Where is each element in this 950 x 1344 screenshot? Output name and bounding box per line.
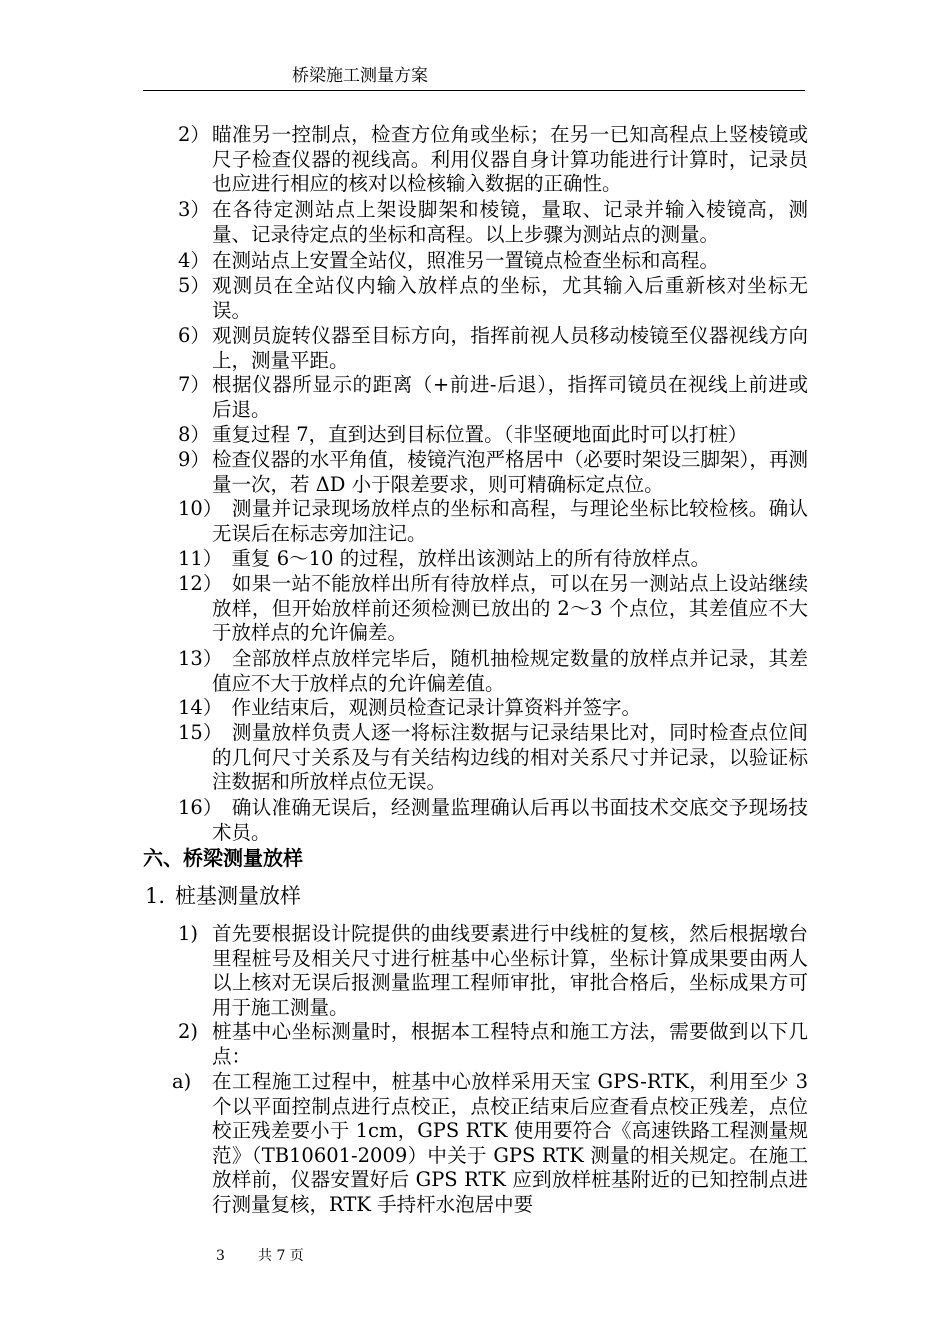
list-item-text: 观测员旋转仪器至目标方向，指挥前视人员移动棱镜至仪器视线方向上，测量平距。 — [212, 324, 808, 372]
list-item-number: 1) — [178, 922, 199, 945]
list-item-text: 重复 6～10 的过程，放样出该测站上的所有待放样点。 — [212, 547, 711, 570]
page-total: 共 7 页 — [258, 1248, 304, 1264]
list-item-number: 2） — [178, 123, 210, 146]
list-item-number: 5） — [178, 274, 210, 297]
list-item-number: 14） — [178, 696, 223, 719]
header-divider — [143, 90, 805, 91]
subsection-heading — [145, 883, 301, 909]
list-item-text: 根据仪器所显示的距离（+前进-后退），指挥司镜员在视线上前进或后退。 — [212, 373, 808, 421]
list-item-number: 12） — [178, 572, 223, 595]
list-item-text: 在各待定测站点上架设脚架和棱镜，量取、记录并输入棱镜高，测量、记录待定点的坐标和高程。以上步骤为测站点的测量。 — [212, 198, 808, 246]
page-number: 3 — [216, 1248, 225, 1264]
list-item-number: 9） — [178, 448, 210, 471]
list-item-number: 3） — [178, 198, 210, 221]
list-item-text: 测量放样负责人逐一将标注数据与记录结果比对，同时检查点位间的几何尺寸关系及与有关结构边线的相对关系尺寸并记录，以验证标注数据和所放样点位无误。 — [212, 721, 808, 793]
list-item-text: 重复过程 7，直到达到目标位置。（非坚硬地面此时可以打桩） — [212, 423, 748, 446]
list-item-number: 7） — [178, 373, 210, 396]
section-heading: 六、桥梁测量放样 — [143, 846, 303, 870]
list-item-text: 在工程施工过程中，桩基中心放样采用天宝 GPS-RTK，利用至少 3 个以平面控制点进行点校正，点校正结束后应查看点校正残差，点位校正残差要小于 1cm，GPS RTK 使用要符合《高速铁路工程测量规范》（TB10601-2009）中关于 GPS RTK 测量的相关规定。在施工放样前，仪器安置好后 GPS RTK 应到放样桩基附近的已知控制点进行测量复核，RTK 手持杆水泡居中要 — [212, 1070, 808, 1216]
list-item-text: 在测站点上安置全站仪，照准另一置镜点检查坐标和高程。 — [212, 249, 720, 272]
list-item-text: 如果一站不能放样出所有待放样点，可以在另一测站点上设站继续放样，但开始放样前还须检测已放出的 2～3 个点位，其差值应不大于放样点的允许偏差。 — [212, 572, 808, 644]
list-item-number: 2) — [178, 1020, 199, 1043]
list-item-text: 作业结束后，观测员检查记录计算资料并签字。 — [212, 696, 642, 719]
list-item-number: 11） — [178, 547, 223, 570]
subsection-number: 1. — [145, 884, 166, 908]
list-item-text: 瞄准另一控制点，检查方位角或坐标；在另一已知高程点上竖棱镜或尺子检查仪器的视线高。利用仪器自身计算功能进行计算时，记录员也应进行相应的核对以检核输入数据的正确性。 — [212, 123, 808, 195]
list-item-text: 测量并记录现场放样点的坐标和高程，与理论坐标比较检核。确认无误后在标志旁加注记。 — [212, 497, 808, 545]
list-item-number: 6） — [178, 324, 210, 347]
list-item-number: a) — [172, 1070, 192, 1093]
list-item-text: 确认准确无误后，经测量监理确认后再以书面技术交底交予现场技术员。 — [212, 796, 808, 844]
subsection-title: 桩基测量放样 — [175, 884, 301, 908]
list-item-number: 16） — [178, 796, 223, 819]
list-item-text: 全部放样点放样完毕后，随机抽检规定数量的放样点并记录，其差值应不大于放样点的允许偏差值。 — [212, 647, 808, 695]
list-item-number: 8） — [178, 423, 210, 446]
list-item-number: 10） — [178, 497, 223, 520]
list-item-text: 观测员在全站仪内输入放样点的坐标，尤其输入后重新核对坐标无误。 — [212, 274, 808, 322]
list-item-text: 首先要根据设计院提供的曲线要素进行中线桩的复核，然后根据墩台里程桩号及相关尺寸进行桩基中心坐标计算，坐标计算成果要由两人以上核对无误后报测量监理工程师审批，审批合格后，坐标成果方可用于施工测量。 — [212, 922, 808, 1019]
list-item-number: 13） — [178, 647, 223, 670]
list-item-text: 桩基中心坐标测量时，根据本工程特点和施工方法，需要做到以下几点： — [212, 1020, 808, 1068]
list-item-text: 检查仪器的水平角值，棱镜汽泡严格居中（必要时架设三脚架），再测量一次，若 ΔD 小于限差要求，则可精确标定点位。 — [212, 448, 808, 496]
list-item-number: 4） — [178, 249, 210, 272]
list-item-number: 15） — [178, 721, 223, 744]
page-header-title: 桥梁施工测量方案 — [292, 66, 428, 86]
